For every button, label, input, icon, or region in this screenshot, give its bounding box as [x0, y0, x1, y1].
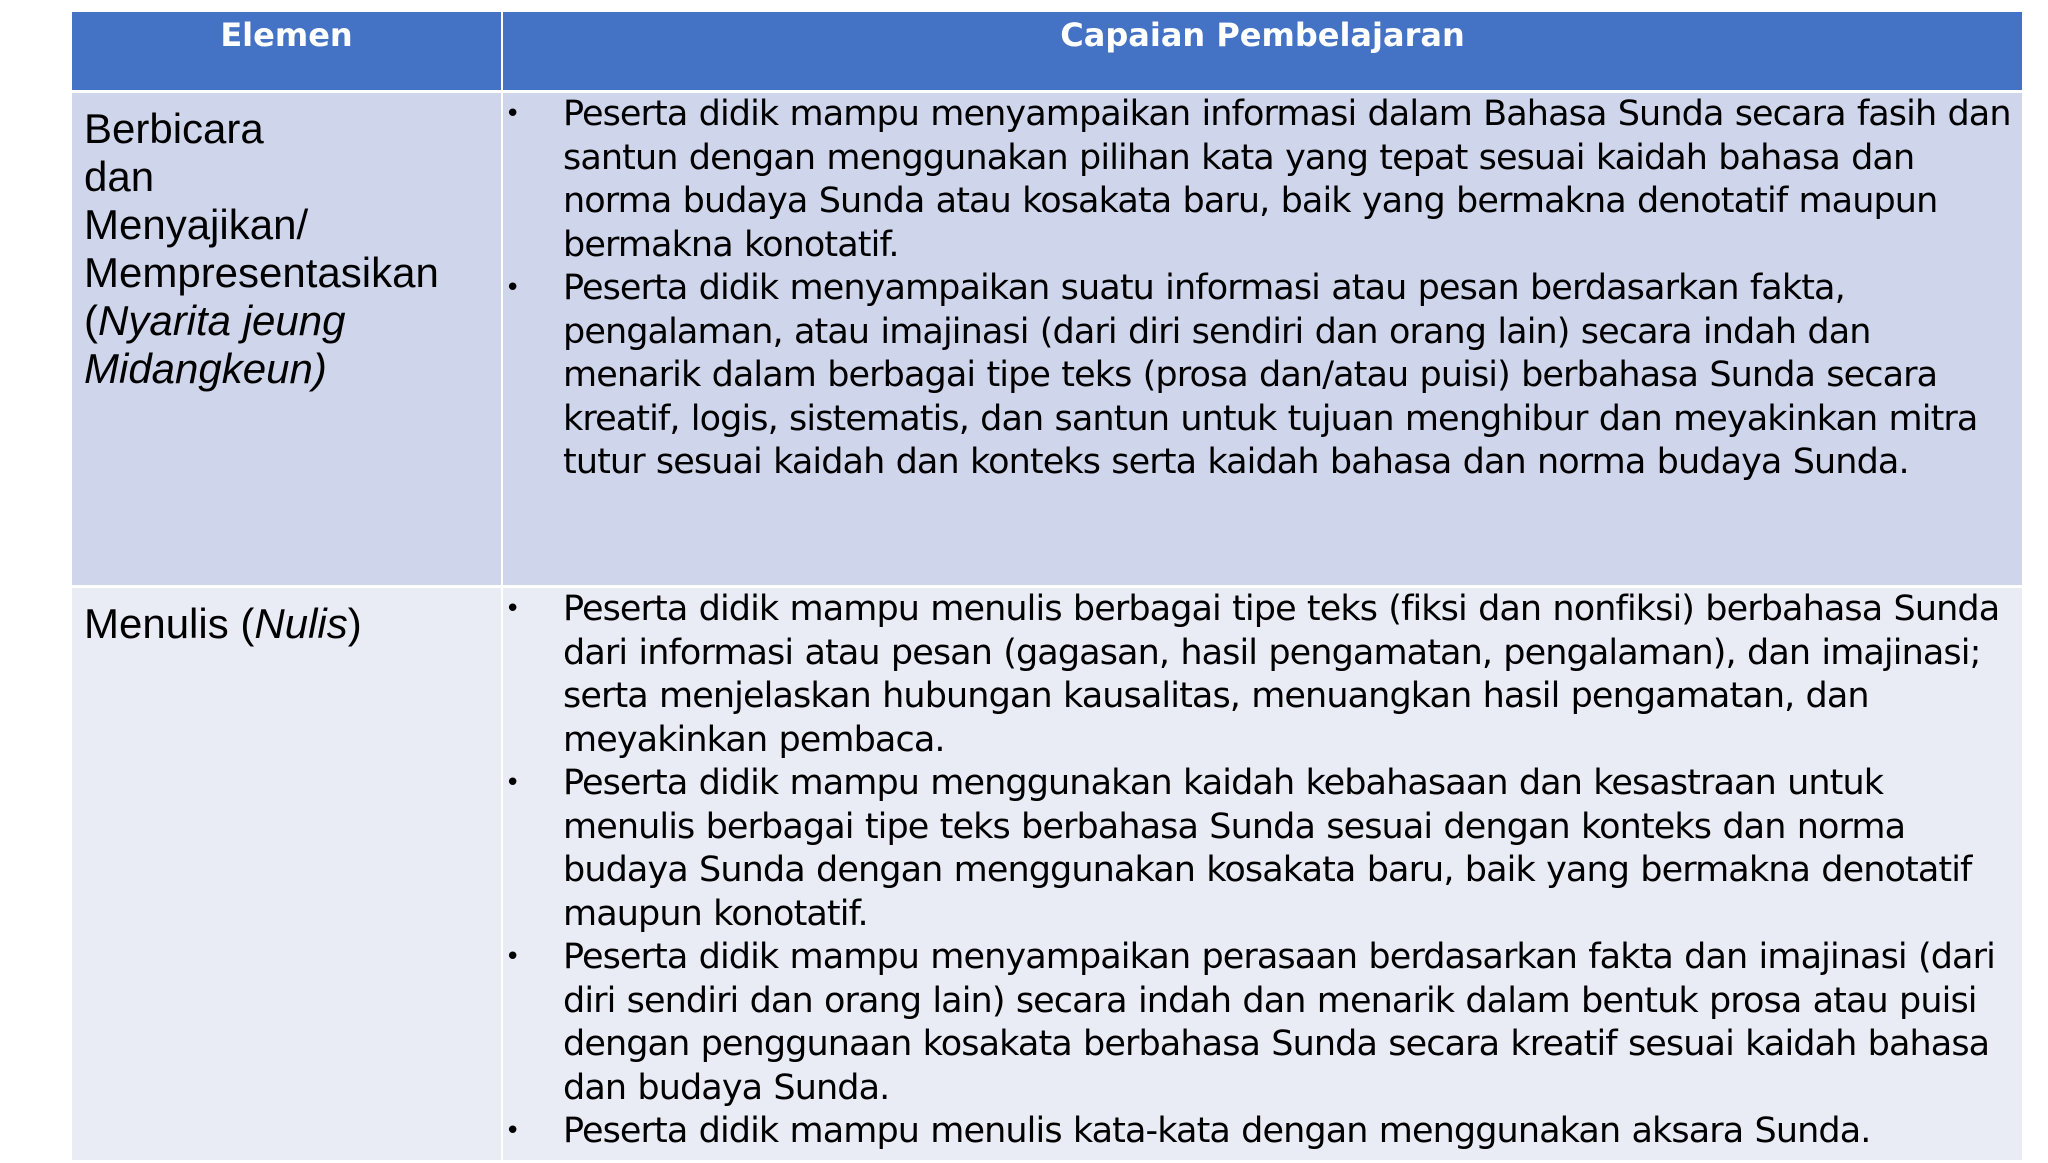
list-item-text: Peserta didik mampu menulis berbagai tipe teks (fiksi dan nonfiksi) berbahasa Sunda dari informasi atau pesan (gagasan, hasil pengamatan, pengalaman), dan imajinasi; serta menjelaskan hubungan kausalitas, menuangkan hasil pengamatan, dan meyakinkan pembaca. [563, 589, 2000, 760]
bullet-icon: • [505, 942, 520, 972]
header-capaian-pembelajaran: Capaian Pembelajaran [502, 12, 2022, 92]
element-paren-close: ) [312, 345, 327, 392]
element-line: dan [84, 153, 155, 200]
list-item [503, 936, 2012, 1110]
list-item-text: Peserta didik mampu menyampaikan informasi dalam Bahasa Sunda secara fasih dan santun dengan menggunakan pilihan kata yang tepat sesuai kaidah bahasa dan norma budaya Sunda atau kosakata baru, baik yang bermakna denotatif maupun bermakna konotatif. [563, 94, 2011, 265]
list-item-text: Peserta didik mampu menyampaikan perasaan berdasarkan fakta dan imajinasi (dari diri sendiri dan orang lain) secara indah dan menarik dalam bentuk prosa atau puisi dengan penggunaan kosakata berbahasa Sunda secara kreatif sesuai kaidah bahasa dan budaya Sunda. [563, 937, 1995, 1108]
capaian-list [503, 588, 2012, 1154]
element-line: Menyajikan/ [84, 201, 309, 248]
table-row [72, 92, 2022, 587]
element-sundanese-name: Nyarita jeung Midangkeun [84, 297, 346, 392]
element-cell-menulis [72, 587, 502, 1162]
list-item [503, 267, 2012, 485]
bullet-icon: • [505, 99, 520, 129]
bullet-icon: • [505, 768, 520, 798]
element-sundanese-name: Nulis [254, 600, 348, 647]
list-item-text: Peserta didik mampu menulis kata-kata dengan menggunakan aksara Sunda. [563, 1111, 1871, 1151]
element-paren-open: ( [84, 297, 98, 344]
curriculum-table-container [72, 12, 2022, 1151]
element-text: Menulis ( [84, 600, 255, 647]
bullet-icon: • [505, 1116, 520, 1146]
list-item [503, 588, 2012, 762]
list-item [503, 1110, 2012, 1154]
element-paren-close: ) [347, 600, 362, 647]
table-header-row [72, 12, 2022, 92]
capaian-cell-menulis [502, 587, 2022, 1162]
bullet-icon: • [505, 273, 520, 303]
list-item [503, 762, 2012, 936]
capaian-list [503, 93, 2012, 485]
curriculum-table [72, 12, 2022, 1163]
list-item [503, 93, 2012, 267]
element-cell-berbicara [72, 92, 502, 587]
table-row [72, 587, 2022, 1162]
list-item-text: Peserta didik mampu menggunakan kaidah kebahasaan dan kesastraan untuk menulis berbagai tipe teks berbahasa Sunda sesuai dengan konteks dan norma budaya Sunda dengan menggunakan kosakata baru, baik yang bermakna denotatif maupun konotatif. [563, 763, 1972, 934]
header-elemen: Elemen [72, 12, 502, 92]
element-line: Mempresentasikan [84, 249, 439, 296]
capaian-cell-berbicara [502, 92, 2022, 587]
bullet-icon: • [505, 594, 520, 624]
element-line: Berbicara [84, 105, 264, 152]
list-item-text: Peserta didik menyampaikan suatu informasi atau pesan berdasarkan fakta, pengalaman, atau imajinasi (dari diri sendiri dan orang lain) secara indah dan menarik dalam berbagai tipe teks (prosa dan/atau puisi) berbahasa Sunda secara kreatif, logis, sistematis, dan santun untuk tujuan menghibur dan meyakinkan mitra tutur sesuai kaidah dan konteks serta kaidah bahasa dan norma budaya Sunda. [563, 268, 1978, 482]
